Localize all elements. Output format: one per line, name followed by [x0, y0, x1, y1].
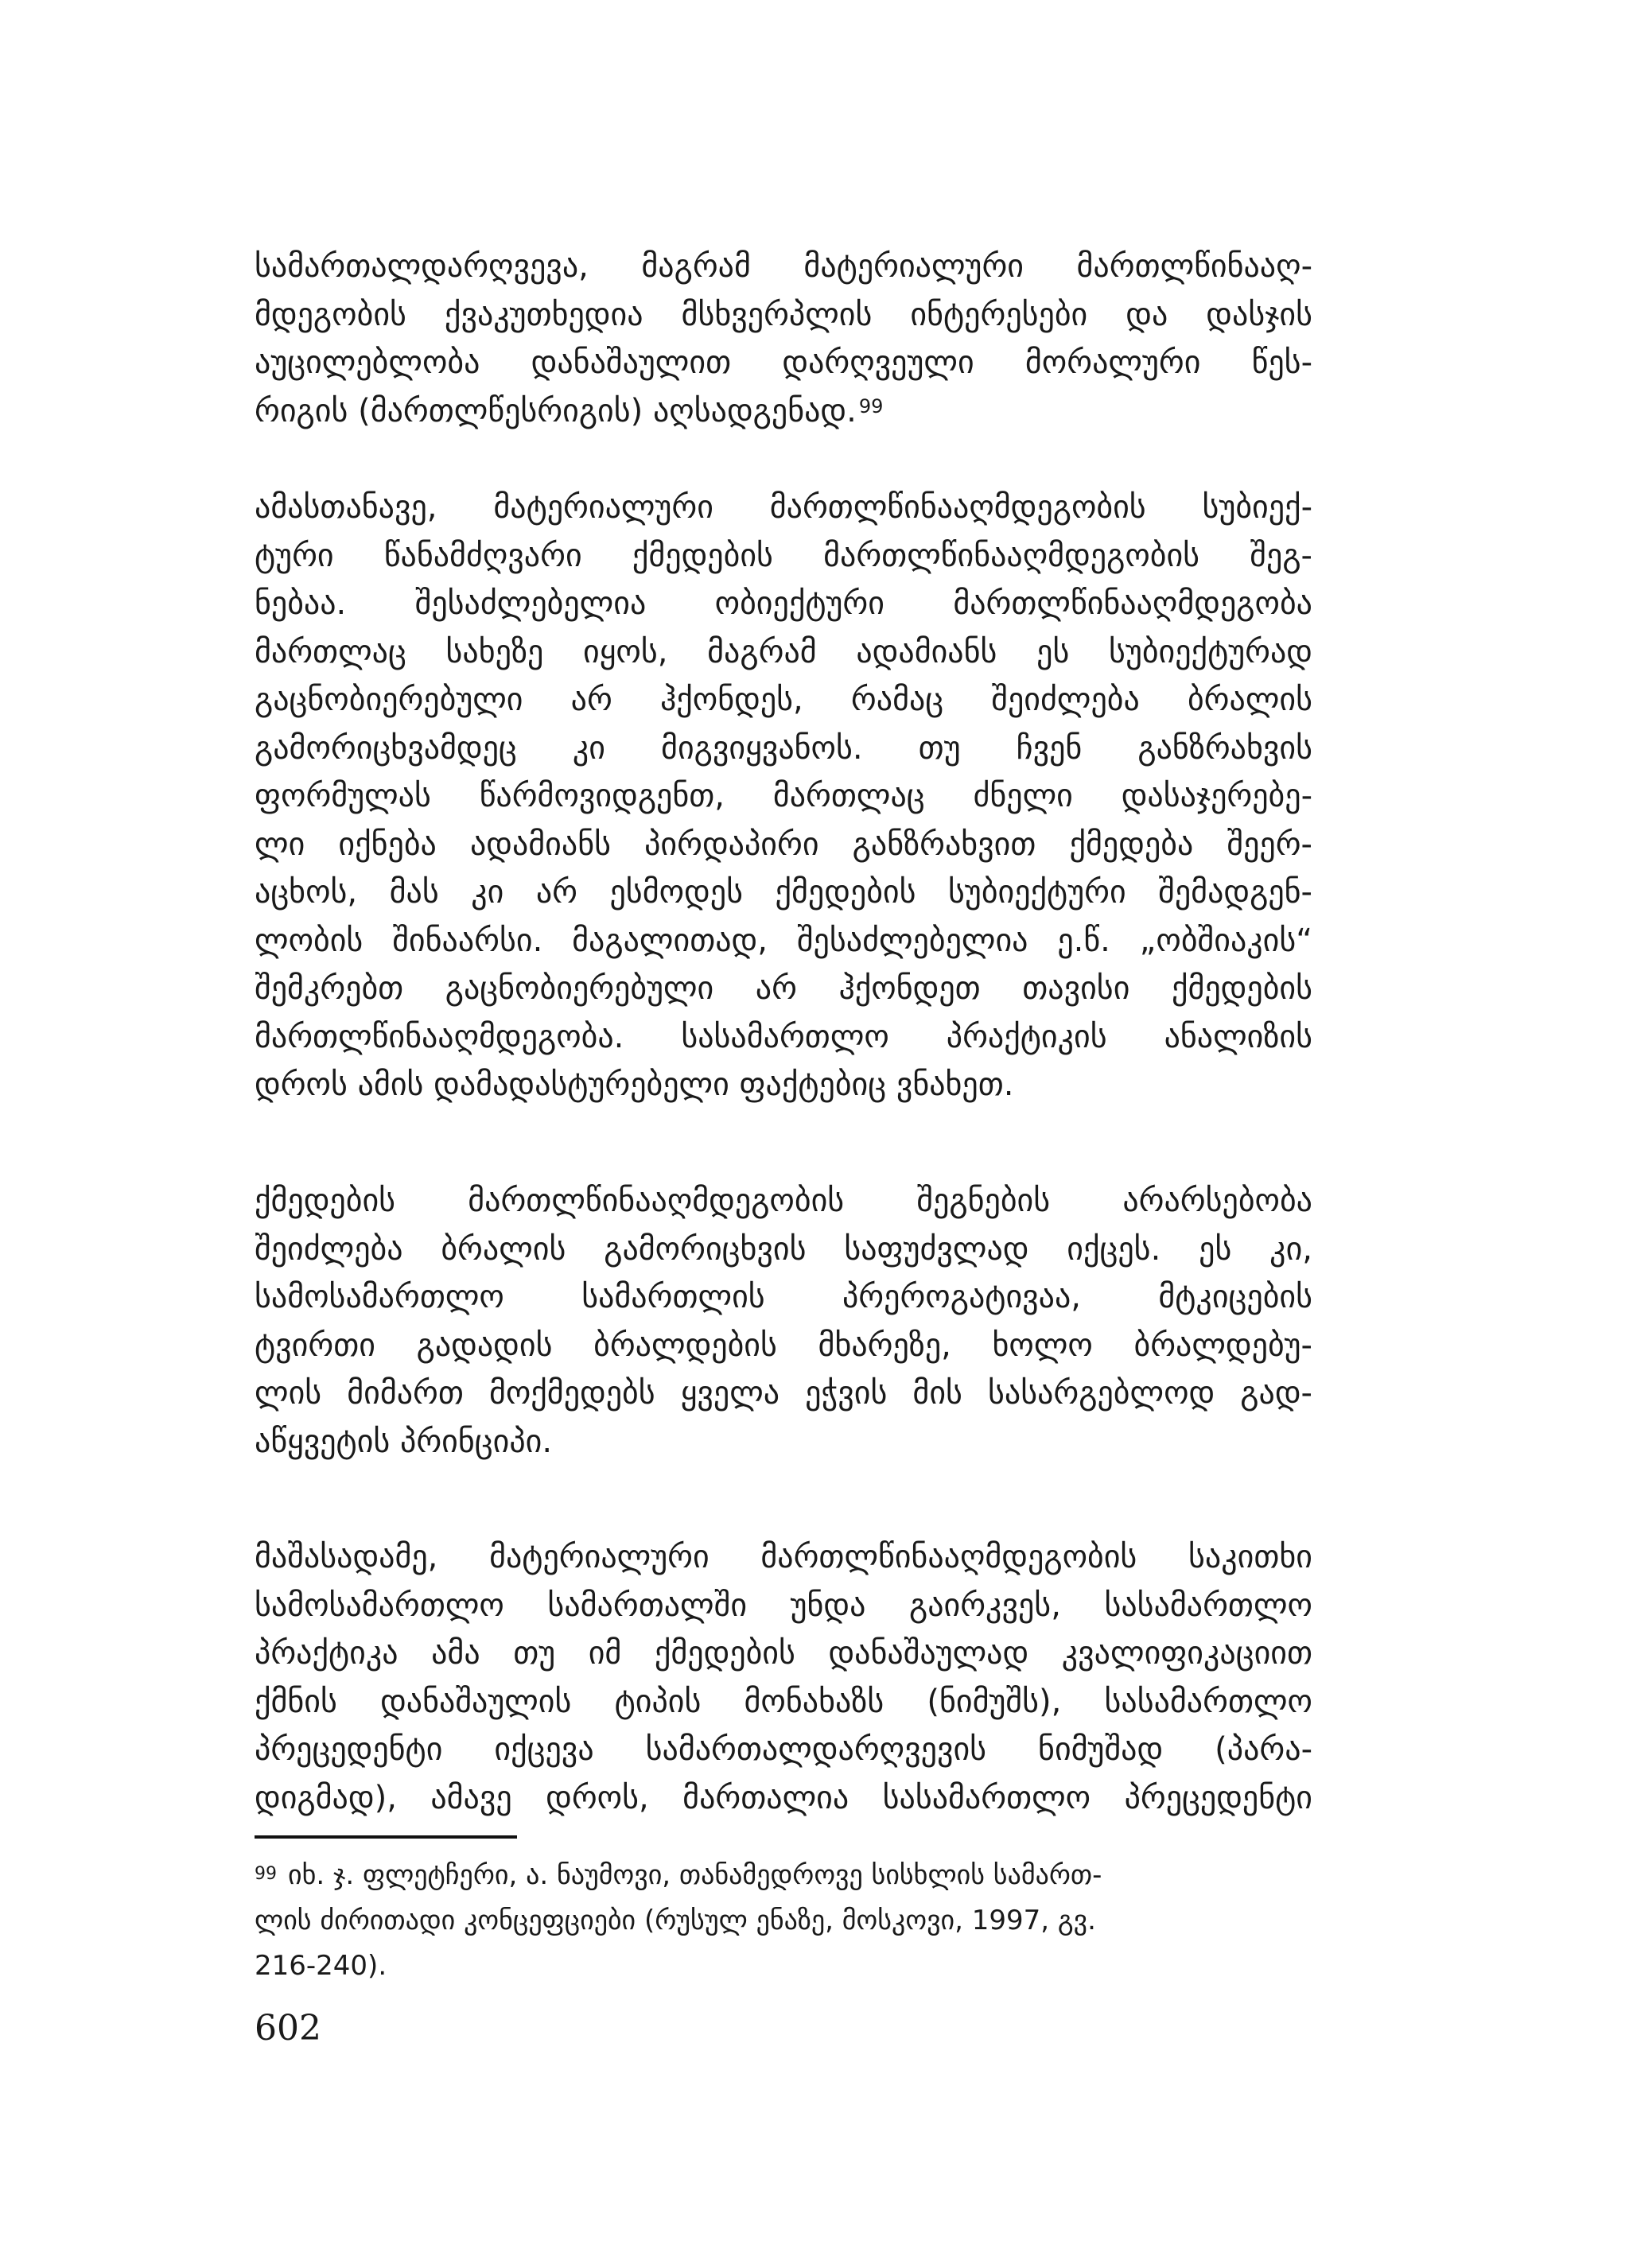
text-line: დროს ამის დამადასტურებელი ფაქტებიც ვნახეთ. — [255, 1066, 1014, 1103]
text-line: მართლწინააღმდეგობა. სასამართლო პრაქტიკის ანალიზის — [255, 1018, 1312, 1055]
text-line: აწყვეტის პრინციპი. — [255, 1423, 553, 1460]
text-line: ამასთანავე, მატერიალური მართლწინააღმდეგობის სუბიექ- — [255, 489, 1312, 526]
text-line: სამოსამართლო სამართალში უნდა გაირკვეს, სასამართლო — [255, 1586, 1312, 1624]
text-line: მართლაც სახეზე იყოს, მაგრამ ადამიანს ეს სუბიექტურად — [255, 633, 1312, 670]
text-line: ლობის შინაარსი. მაგალითად, შესაძლებელია ე.წ. „ობშიაკის“ — [255, 922, 1312, 959]
text-line: მდეგობის ქვაკუთხედია მსხვერპლის ინტერესები და დასჯის — [255, 296, 1312, 333]
text-line: ლის მიმართ მოქმედებს ყველა ეჭვის მის სასარგებლოდ გად- — [255, 1375, 1312, 1412]
paragraph-1 — [255, 243, 1312, 435]
paragraph-3 — [255, 1177, 1312, 1466]
paragraph-2 — [255, 484, 1312, 1109]
text-line: სამოსამართლო სამართლის პრეროგატივაა, მტკიცების — [255, 1279, 1312, 1315]
text-line: პრეცედენტი იქცევა სამართალდარღვევის ნიმუშად (პარა- — [255, 1731, 1312, 1768]
text-line: აცხოს, მას კი არ ესმოდეს ქმედების სუბიექტური შემადგენ- — [255, 874, 1312, 911]
text-line: სამართალდარღვევა, მაგრამ მატერიალური მართლწინააღ- — [255, 248, 1312, 285]
footnote — [255, 1853, 1312, 1989]
text-line: ნებაა. შესაძლებელია ობიექტური მართლწინააღმდეგობა — [255, 585, 1312, 622]
text-line — [255, 387, 1312, 436]
text-line: ქმნის დანაშაულის ტიპის მონახაზს (ნიმუშს), სასამართლო — [255, 1683, 1312, 1720]
text-line: გაცნობიერებული არ ჰქონდეს, რამაც შეიძლება ბრალის — [255, 682, 1312, 718]
footnote-number: 99 — [255, 1864, 277, 1884]
text-line-content: რიგის (მართლწესრიგის) აღსადგენად. — [255, 392, 857, 429]
text-line: ლი იქნება ადამიანს პირდაპირი განზრახვით ქმედება შეერ- — [255, 825, 1312, 863]
paragraph-4 — [255, 1533, 1312, 1822]
text-line: ტური წანამძღვარი ქმედების მართლწინააღმდეგობის შეგ- — [255, 537, 1312, 574]
footnote-line: 216-240). — [255, 1950, 387, 1982]
text-line: დიგმად), ამავე დროს, მართალია სასამართლო პრეცედენტი — [255, 1779, 1312, 1816]
text-line: გამორიცხვამდეც კი მიგვიყვანოს. თუ ჩვენ განზრახვის — [255, 729, 1312, 767]
footnote-reference[interactable]: 99 — [858, 394, 884, 417]
text-line: ქმედების მართლწინააღმდეგობის შეგნების არარსებობა — [255, 1183, 1312, 1219]
footnote-divider — [255, 1835, 517, 1839]
footnote-line — [255, 1853, 1312, 1898]
footnote-text: იხ. ჯ. ფლეტჩერი, ა. ნაუმოვი, თანამედროვე სისხლის სამართ- — [288, 1859, 1102, 1891]
footnote-line: ლის ძირითადი კონცეფციები (რუსულ ენაზე, მოსკოვი, 1997, გვ. — [255, 1905, 1096, 1936]
text-line: აუცილებლობა დანაშაულით დარღვეული მორალური წეს- — [255, 344, 1312, 381]
text-line: შემკრებთ გაცნობიერებული არ ჰქონდეთ თავისი ქმედების — [255, 970, 1312, 1007]
text-line: მაშასადამე, მატერიალური მართლწინააღმდეგობის საკითხი — [255, 1539, 1312, 1575]
text-line: შეიძლება ბრალის გამორიცხვის საფუძვლად იქცეს. ეს კი, — [255, 1230, 1312, 1268]
text-line: ტვირთი გადადის ბრალდების მხარეზე, ხოლო ბრალდებუ- — [255, 1326, 1312, 1364]
text-line: ფორმულას წარმოვიდგენთ, მართლაც ძნელი დასაჯერებე- — [255, 778, 1312, 814]
page-number: 602 — [255, 2008, 321, 2049]
text-line: პრაქტიკა ამა თუ იმ ქმედების დანაშაულად კვალიფიკაციით — [255, 1635, 1312, 1672]
